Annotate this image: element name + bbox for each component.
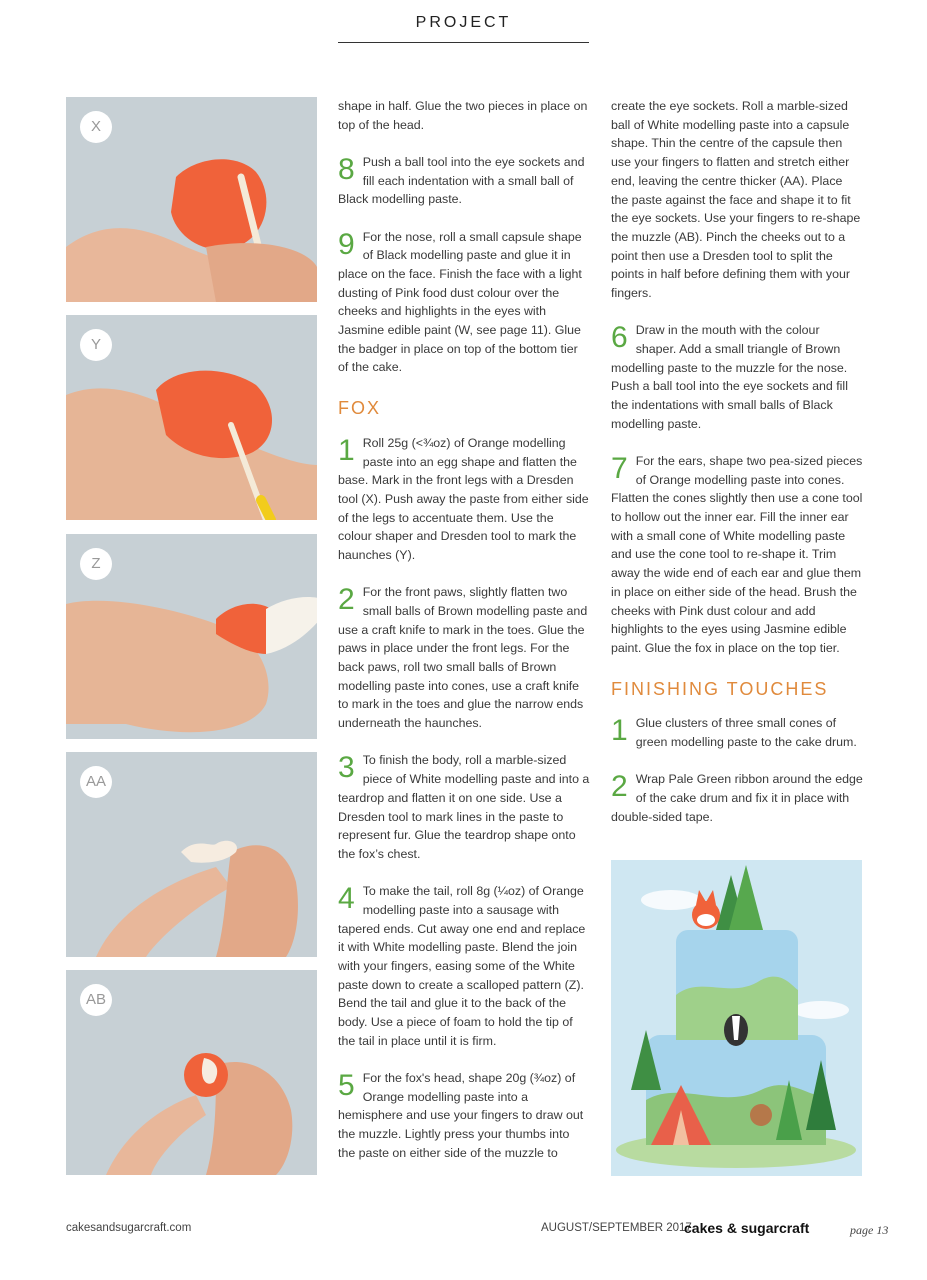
photo-aa bbox=[66, 752, 317, 957]
photo-y bbox=[66, 315, 317, 520]
continuation-paragraph: create the eye sockets. Roll a marble-sized ball of White modelling paste into a capsule shape. Thin the centre of the capsule then use your fingers to flatten and stretch either end, leaving the centre thicker (AA). Place the paste against the face and shape it to fit the eye sockets. Use your fingers to re-shape the muzzle (AB). Pinch the cheeks out to a point then use a Dresden tool to split the points in half before defining them with your fingers. bbox=[611, 99, 861, 301]
badger-step-9 bbox=[338, 228, 590, 378]
footer-website: cakesandsugarcraft.com bbox=[66, 1222, 192, 1234]
page-section-title: PROJECT bbox=[415, 14, 512, 31]
step-text: Roll 25g (<¾oz) of Orange modelling paste into an egg shape and flatten the base. Mark in the front legs with a Dresden tool (X). Push away the paste from either side of the legs to accentuate them. Use the colour shaper and Dresden tool to mark the haunches (Y). bbox=[338, 435, 589, 563]
fox-step-2 bbox=[338, 583, 590, 733]
photo-x bbox=[66, 97, 317, 302]
step-number: 6 bbox=[611, 321, 628, 355]
step-text: To finish the body, roll a marble-sized piece of White modelling paste and into a teardrop and flatten it on one side. Use a Dresden tool to mark lines in the paste to represent fur. Glue the teardrop shape onto the fox’s chest. bbox=[338, 753, 590, 861]
text-column-1 bbox=[338, 97, 590, 1181]
step-number: 5 bbox=[338, 1068, 355, 1102]
footer-page-number: page 13 bbox=[850, 1223, 889, 1237]
step-number: 1 bbox=[338, 433, 355, 467]
badger-step-8 bbox=[338, 153, 590, 209]
fox-step-1 bbox=[338, 434, 590, 565]
footer-issue: AUGUST/SEPTEMBER 2017 bbox=[541, 1222, 692, 1234]
fox-step-7 bbox=[611, 452, 863, 658]
finishing-step-2 bbox=[611, 770, 863, 826]
step-number: 7 bbox=[611, 451, 628, 485]
step-text: For the fox's head, shape 20g (¾oz) of Orange modelling paste into a hemisphere and use your fingers to draw out the muzzle. Lightly press your thumbs into the paste on either side of the muzzle to bbox=[338, 1070, 584, 1160]
page-header bbox=[338, 14, 589, 43]
step-number: 1 bbox=[611, 714, 628, 748]
fox-step-3 bbox=[338, 751, 590, 863]
photo-label-badge: Y bbox=[80, 329, 112, 361]
continuation-paragraph: shape in half. Glue the two pieces in place on top of the head. bbox=[338, 99, 588, 132]
text-column-2 bbox=[611, 97, 863, 845]
step-text: Glue clusters of three small cones of green modelling paste to the cake drum. bbox=[635, 716, 857, 750]
step-number: 9 bbox=[338, 227, 355, 261]
woodland-cake-illustration bbox=[611, 860, 862, 1176]
fox-section-heading: FOX bbox=[338, 398, 382, 419]
step-number: 4 bbox=[338, 882, 355, 916]
finished-cake-photo bbox=[611, 860, 862, 1176]
fox-step-4 bbox=[338, 882, 590, 1050]
step-number: 3 bbox=[338, 751, 355, 785]
step-text: Draw in the mouth with the colour shaper. Add a small triangle of Brown modelling paste to the muzzle for the nose. Push a ball tool into the eye sockets and fill the indentations with small balls of Black modelling paste. bbox=[611, 323, 848, 431]
finishing-step-1 bbox=[611, 714, 863, 751]
step-text: For the nose, roll a small capsule shape of Black modelling paste and glue it in place on the face. Finish the face with a light dusting of Pink food dust colour over the cheeks and highlights in the eyes with Jasmine edible paint (W, see page 11). Glue the badger in place on top of the bottom tier of the cake. bbox=[338, 229, 582, 375]
finishing-touches-heading: FINISHING TOUCHES bbox=[611, 678, 829, 699]
photo-label-badge: Z bbox=[80, 548, 112, 580]
photo-label-badge: AA bbox=[80, 766, 112, 798]
step-text: For the ears, shape two pea-sized pieces of Orange modelling paste into cones. Flatten the cones slightly then use a cone tool to hollow out the inner ear. Fill the inner ear with a small cone of White modelling paste and use the cone tool to re-shape it. Trim away the wide end of each ear and glue them in place on either side of the head. Brush the cheeks with Pink dust colour and add highlights to the eyes using Jasmine edible paint. Glue the fox in place on the top tier. bbox=[611, 453, 863, 655]
step-text: To make the tail, roll 8g (¼oz) of Orange modelling paste into a sausage with tapered ends. Cut away one end and replace it with White modelling paste. Blend the join with your fingers, easing some of the White paste down to create a scalloped pattern (Z). Bend the tail and glue it to the back of the body. Use a piece of foam to hold the tip of the tail in place until it is firm. bbox=[338, 884, 586, 1048]
step-number: 2 bbox=[611, 770, 628, 804]
fox-step-5 bbox=[338, 1069, 590, 1163]
photo-z bbox=[66, 534, 317, 739]
footer-brand: cakes & sugarcraft bbox=[684, 1220, 810, 1236]
step-number: 8 bbox=[338, 152, 355, 186]
step-text: For the front paws, slightly flatten two small balls of Brown modelling paste and use a craft knife to mark in the toes. Glue the paws in place under the front legs. For the back paws, roll two small balls of Brown modelling paste into cones, use a craft knife to mark in the toes and glue the narrow ends underneath the haunches. bbox=[338, 585, 588, 731]
fox-step-6 bbox=[611, 321, 863, 433]
step-text: Push a ball tool into the eye sockets and fill each indentation with a small ball of Black modelling paste. bbox=[338, 154, 585, 207]
step-number: 2 bbox=[338, 583, 355, 617]
photo-label-badge: X bbox=[80, 111, 112, 143]
photo-label-badge: AB bbox=[80, 984, 112, 1016]
step-text: Wrap Pale Green ribbon around the edge of the cake drum and fix it in place with double-sided tape. bbox=[611, 772, 863, 824]
photo-ab bbox=[66, 970, 317, 1175]
